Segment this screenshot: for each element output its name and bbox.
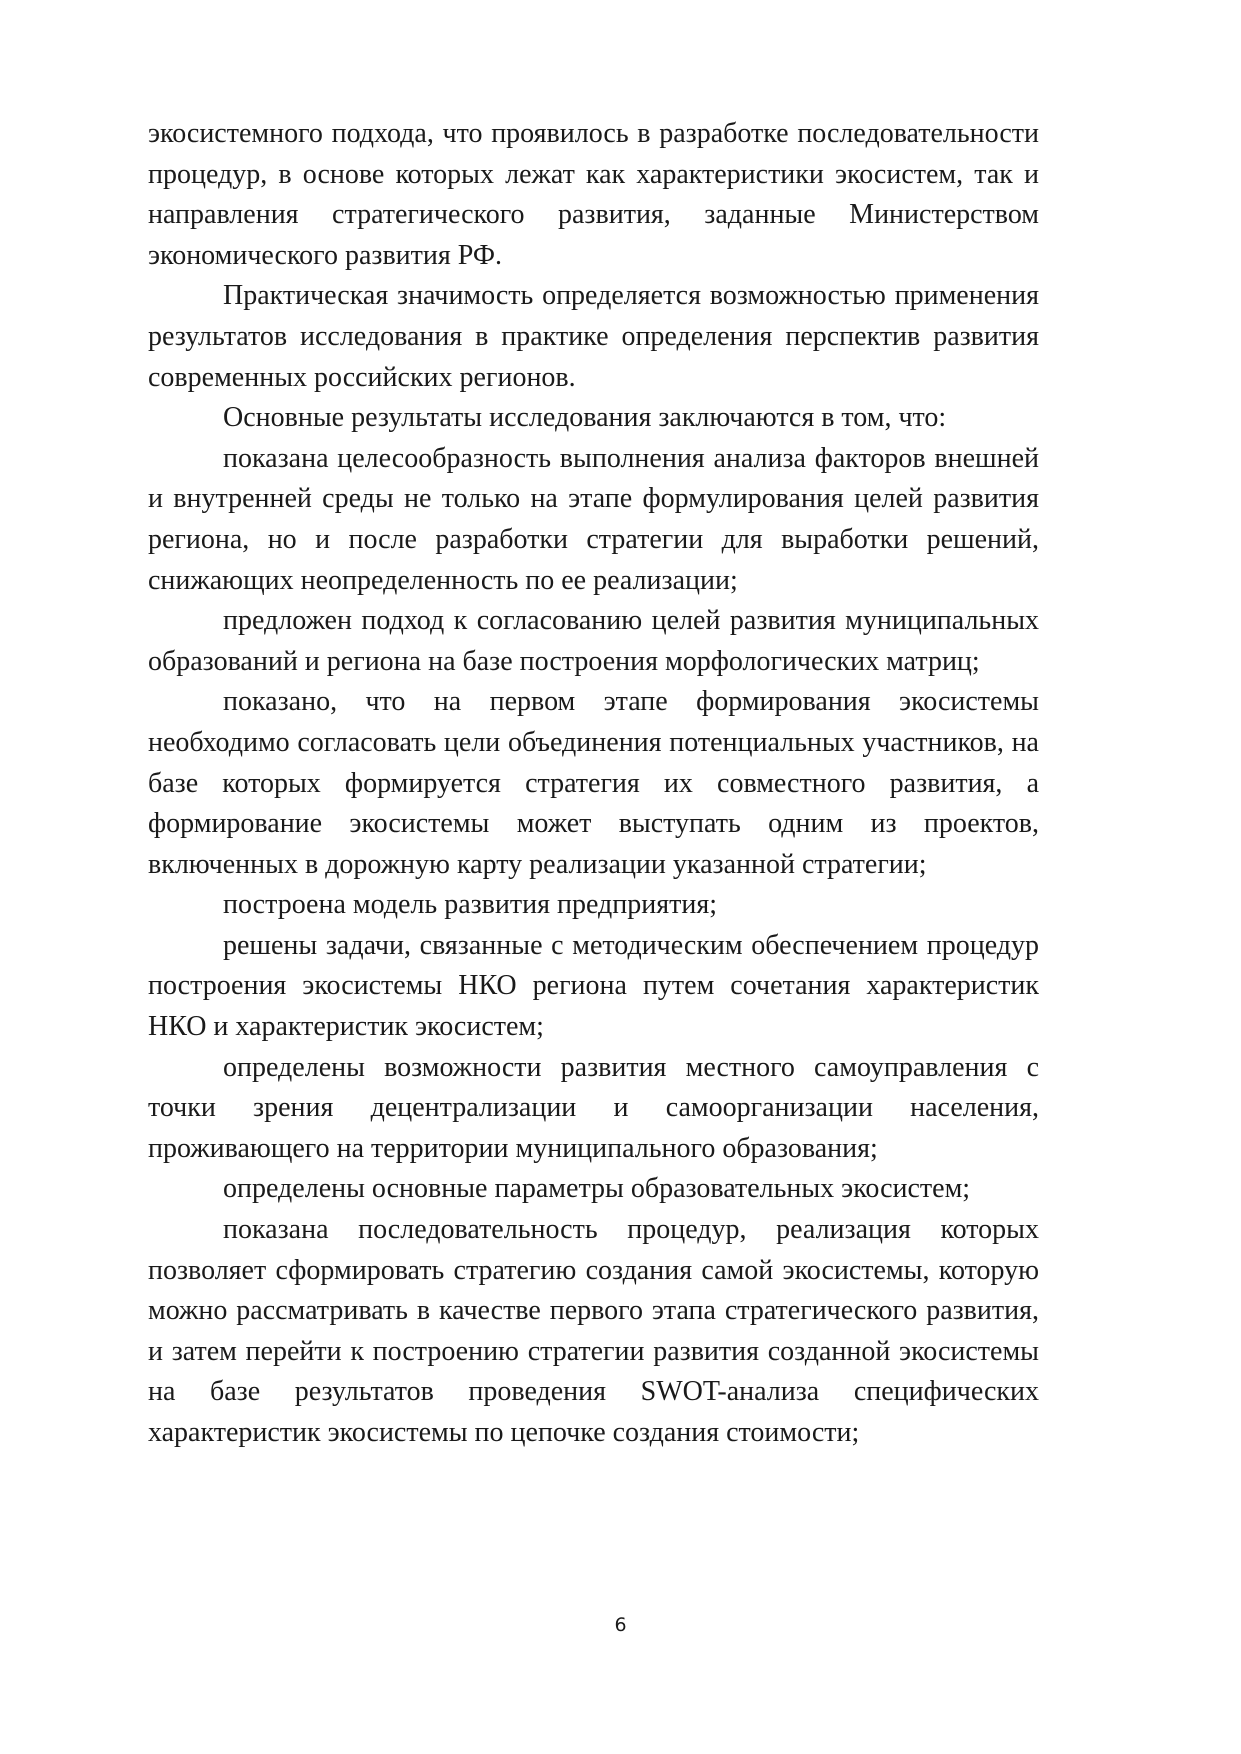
list-item-result: решены задачи, связанные с методическим обеспечением процедур построения экосистемы НКО региона путем сочетания характеристик НКО и характеристик экосистем; bbox=[148, 929, 1039, 1043]
list-item-result: показана целесообразность выполнения анализа факторов внешней и внутренней среды не только на этапе формулирования целей развития региона, но и после разработки стратегии для выработки решений, снижающих неопределенность по ее реализации; bbox=[148, 442, 1039, 596]
list-item-result: показана последовательность процедур, реализация которых позволяет сформировать стратегию создания самой экосистемы, которую можно рассматривать в качестве первого этапа стратегического развития, и затем перейти к построению стратегии развития созданной экосистемы на базе результатов проведения SWOT-анализа специфических характеристик экосистемы по цепочке создания стоимости; bbox=[148, 1214, 1039, 1448]
paragraph-continuation: экосистемного подхода, что проявилось в разработке последовательности процедур, в основе которых лежат как характеристики экосистем, так и направления стратегического развития, заданные Министерством экономического развития РФ. bbox=[148, 118, 1039, 271]
paragraph-main-results-intro: Основные результаты исследования заключаются в том, что: bbox=[223, 402, 947, 434]
list-item-result: показано, что на первом этапе формирования экосистемы необходимо согласовать цели объединения потенциальных участников, на базе которых формируется стратегия их совместного развития, а формирование экосистемы может выступать одним из проектов, включенных в дорожную карту реализации указанной стратегии; bbox=[148, 686, 1039, 880]
paragraph-practical-significance: Практическая значимость определяется возможностью применения результатов исследования в практике определения перспектив развития современных российских регионов. bbox=[148, 280, 1039, 393]
page-number: 6 bbox=[614, 1614, 627, 1636]
list-item-result: предложен подход к согласованию целей развития муниципальных образований и региона на базе построения морфологических матриц; bbox=[148, 605, 1039, 677]
list-item-result: построена модель развития предприятия; bbox=[223, 889, 718, 921]
body-text bbox=[148, 114, 1039, 1454]
list-item-result: определены возможности развития местного самоуправления с точки зрения децентрализации и самоорганизации населения, проживающего на территории муниципального образования; bbox=[148, 1051, 1039, 1164]
list-item-result: определены основные параметры образовательных экосистем; bbox=[223, 1173, 971, 1205]
